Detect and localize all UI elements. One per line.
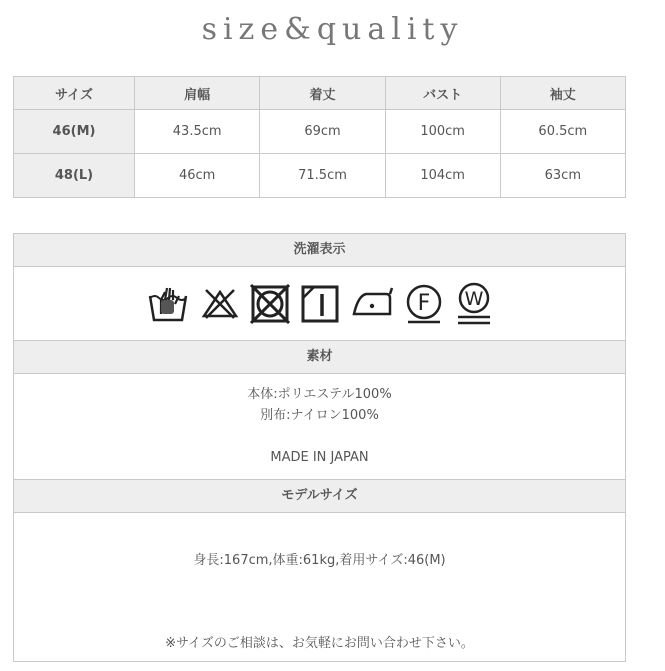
table-cell: 43.5cm (135, 110, 260, 154)
no-tumble-dry-icon (250, 284, 290, 324)
header-size: サイズ (14, 77, 135, 110)
low-iron-icon (350, 284, 394, 324)
material-main: 本体:ポリエステル100% (247, 387, 392, 402)
table-row (14, 154, 626, 198)
size-table (13, 76, 626, 198)
table-cell: 60.5cm (500, 110, 625, 154)
dry-clean-letter: F (417, 290, 430, 316)
material-body (14, 374, 625, 480)
header-length: 着丈 (260, 77, 385, 110)
wet-clean-w-icon (454, 281, 494, 327)
care-icons (14, 267, 625, 341)
header-shoulder: 肩幅 (135, 77, 260, 110)
material-sub: 別布:ナイロン100% (260, 408, 379, 423)
header-sleeve: 袖丈 (500, 77, 625, 110)
hand-wash-icon (146, 284, 190, 324)
info-panel (13, 233, 626, 662)
model-info: 身長:167cm,体重:61kg,着用サイズ:46(M) (193, 553, 446, 568)
model-body (14, 513, 625, 661)
washing-heading: 洗濯表示 (14, 234, 625, 267)
contact-note: ※サイズのご相談は、お気軽にお問い合わせ下さい。 (165, 636, 474, 651)
model-heading: モデルサイズ (14, 480, 625, 513)
material-spacer (14, 426, 625, 447)
material-heading: 素材 (14, 341, 625, 374)
row-size-label: 46(M) (14, 110, 135, 154)
table-cell: 69cm (260, 110, 385, 154)
table-cell: 46cm (135, 154, 260, 198)
table-cell: 104cm (385, 154, 500, 198)
table-header-row (14, 77, 626, 110)
origin-label: MADE IN JAPAN (270, 450, 369, 465)
table-cell: 63cm (500, 154, 625, 198)
table-row (14, 110, 626, 154)
table-cell: 100cm (385, 110, 500, 154)
no-bleach-icon (200, 284, 240, 324)
table-cell: 71.5cm (260, 154, 385, 198)
dry-clean-f-icon (404, 283, 444, 325)
page-title: size&quality (201, 12, 464, 47)
wet-clean-letter: W (464, 287, 483, 310)
line-dry-shade-icon (300, 284, 340, 324)
header-bust: バスト (385, 77, 500, 110)
row-size-label: 48(L) (14, 154, 135, 198)
